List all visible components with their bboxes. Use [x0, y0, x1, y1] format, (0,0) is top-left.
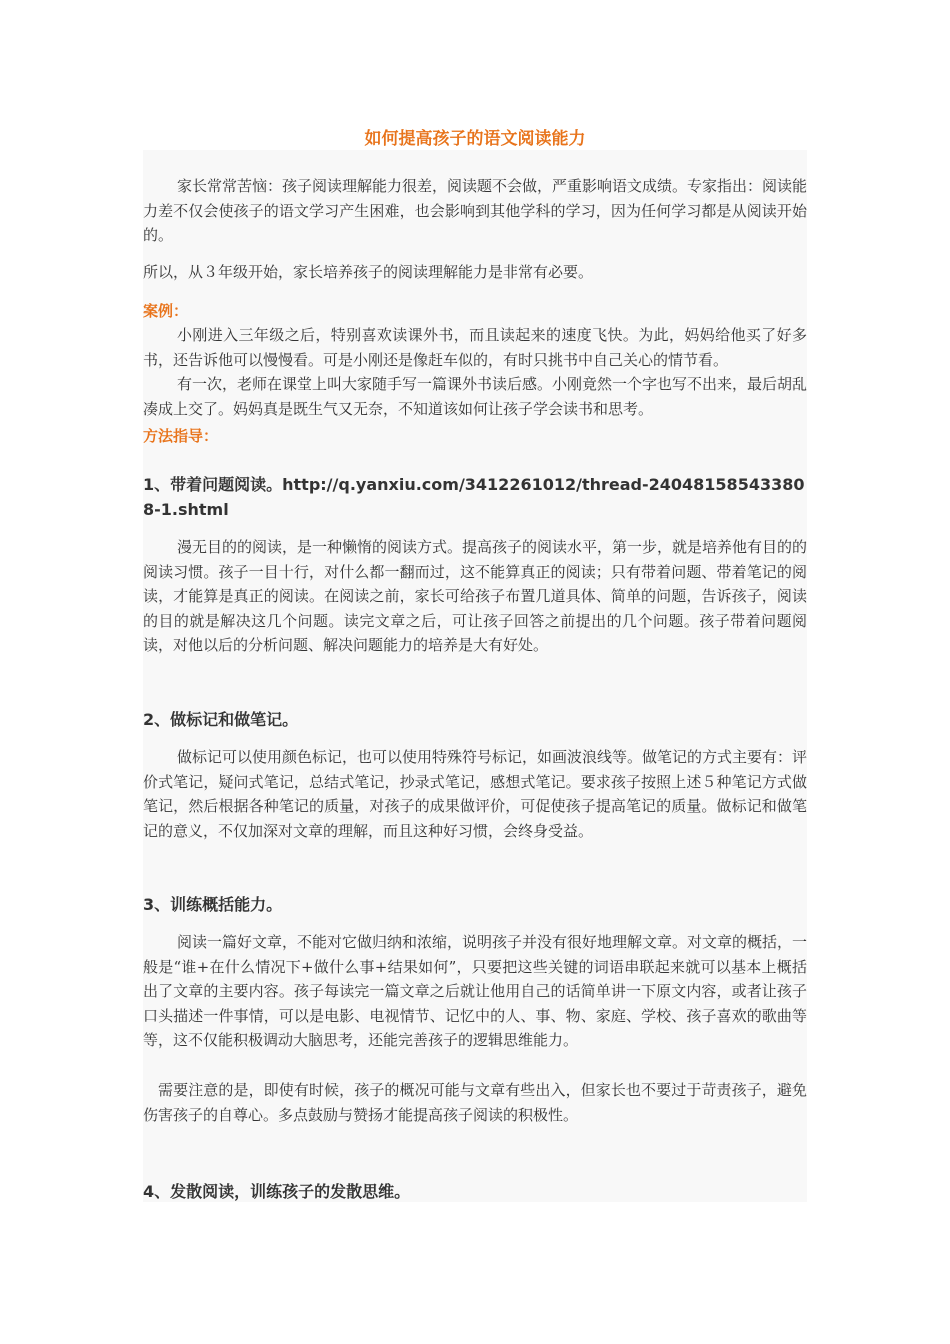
- case-label: 案例：: [143, 302, 189, 320]
- intro-paragraph-2: 所以，从３年级开始，家长培养孩子的阅读理解能力是非常有必要。: [143, 263, 594, 281]
- section-2-heading: 2、做标记和做笔记。: [143, 710, 299, 729]
- case-paragraph-1: 小刚进入三年级之后，特别喜欢读课外书，而且读起来的速度飞快。为此，妈妈给他买了好多书，还告诉他可以慢慢看。可是小刚还是像赶车似的，有时只挑书中自己关心的情节看。: [143, 326, 807, 369]
- section-1-link[interactable]: http://q.yanxiu.com/3412261012/thread-240481585433808-1.shtml: [143, 475, 805, 519]
- section-1-body: 漫无目的的阅读，是一种懒惰的阅读方式。提高孩子的阅读水平，第一步，就是培养他有目的的阅读习惯。孩子一目十行，对什么都一翻而过，这不能算真正的阅读；只有带着问题、带着笔记的阅读，才能算是真正的阅读。在阅读之前，家长可给孩子布置几道具体、简单的问题，告诉孩子，阅读的目的就是解决这几个问题。读完文章之后，可让孩子回答之前提出的几个问题。孩子带着问题阅读，对他以后的分析问题、解决问题能力的培养是大有好处。: [143, 538, 808, 654]
- section-1-title: 1、带着问题阅读。: [143, 475, 283, 494]
- section-3-body-2: 需要注意的是，即使有时候，孩子的概况可能与文章有些出入，但家长也不要过于苛责孩子，避免伤害孩子的自尊心。多点鼓励与赞扬才能提高孩子阅读的积极性。: [143, 1081, 807, 1124]
- section-4-heading: 4、发散阅读，训练孩子的发散思维。: [143, 1182, 411, 1201]
- method-label: 方法指导：: [143, 427, 219, 445]
- section-2-body: 做标记可以使用颜色标记，也可以使用特殊符号标记，如画波浪线等。做笔记的方式主要有：评价式笔记，疑问式笔记，总结式笔记，抄录式笔记，感想式笔记。要求孩子按照上述５种笔记方式做笔记，然后根据各种笔记的质量，对孩子的成果做评价，可促使孩子提高笔记的质量。做标记和做笔记的意义，不仅加深对文章的理解，而且这种好习惯，会终身受益。: [143, 748, 808, 840]
- case-paragraph-2: 有一次，老师在课堂上叫大家随手写一篇课外书读后感。小刚竟然一个字也写不出来，最后胡乱凑成上交了。妈妈真是既生气又无奈，不知道该如何让孩子学会读书和思考。: [143, 375, 808, 418]
- section-1-heading: [143, 472, 807, 522]
- section-3-body: 阅读一篇好文章，不能对它做归纳和浓缩，说明孩子并没有很好地理解文章。对文章的概括，一般是“谁+在什么情况下+做什么事+结果如何”，只要把这些关键的词语串联起来就可以基本上概括出了文章的主要内容。孩子每读完一篇文章之后就让他用自己的话简单讲一下原文内容，或者让孩子口头描述一件事情，可以是电影、电视情节、记忆中的人、事、物、家庭、学校、孩子喜欢的歌曲等等，这不仅能积极调动大脑思考，还能完善孩子的逻辑思维能力。: [143, 933, 808, 1049]
- article-title: 如何提高孩子的语文阅读能力: [364, 129, 586, 149]
- intro-paragraph: 家长常常苦恼：孩子阅读理解能力很差，阅读题不会做，严重影响语文成绩。专家指出：阅读能力差不仅会使孩子的语文学习产生困难，也会影响到其他学科的学习，因为任何学习都是从阅读开始的。: [143, 177, 808, 244]
- section-3-heading: 3、训练概括能力。: [143, 895, 283, 914]
